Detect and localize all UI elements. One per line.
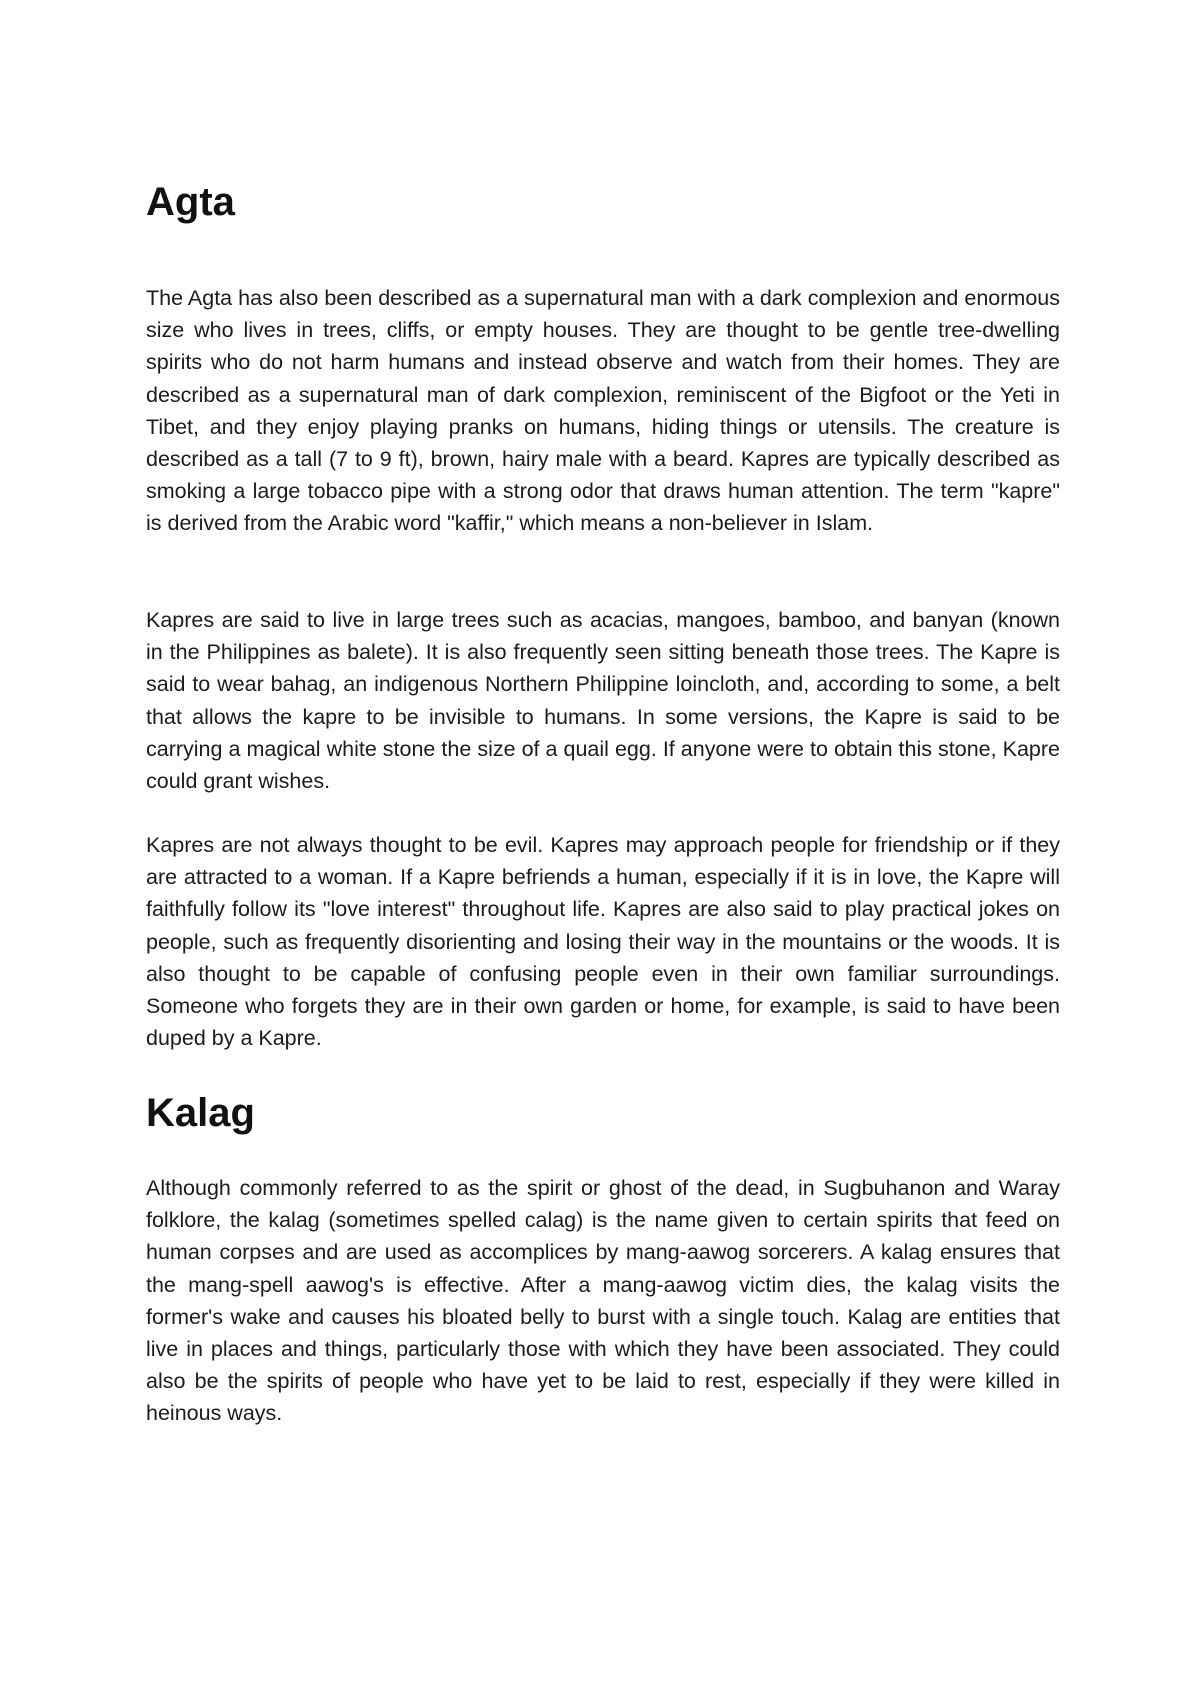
agta-paragraph-2: Kapres are said to live in large trees such as acacias, mangoes, bamboo, and banyan (known in the Philippines as balete). It is also frequently seen sitting beneath those trees. The Kapre is said to wear bahag, an indigenous Northern Philippine loincloth, and, according to some, a belt that allows the kapre to be invisible to humans. In some versions, the Kapre is said to be carrying a magical white stone the size of a quail egg. If anyone were to obtain this stone, Kapre could grant wishes. bbox=[146, 608, 1060, 794]
agta-paragraph-1: The Agta has also been described as a supernatural man with a dark complexion and enormous size who lives in trees, cliffs, or empty houses. They are thought to be gentle tree-dwelling spirits who do not harm humans and instead observe and watch from their homes. They are described as a supernatural man of dark complexion, reminiscent of the Bigfoot or the Yeti in Tibet, and they enjoy playing pranks on humans, hiding things or utensils. The creature is described as a tall (7 to 9 ft), brown, hairy male with a beard. Kapres are typically described as smoking a large tobacco pipe with a strong odor that draws human attention. The term "kapre" is derived from the Arabic word "kaffir," which means a non-believer in Islam. bbox=[146, 286, 1060, 536]
section-title-agta: Agta bbox=[146, 180, 235, 224]
agta-paragraph-3: Kapres are not always thought to be evil. Kapres may approach people for friendship or if they are attracted to a woman. If a Kapre befriends a human, especially if it is in love, the Kapre will faithfully follow its "love interest" throughout life. Kapres are also said to play practical jokes on people, such as frequently disorienting and losing their way in the mountains or the woods. It is also thought to be capable of confusing people even in their own familiar surroundings. Someone who forgets they are in their own garden or home, for example, is said to have been duped by a Kapre. bbox=[146, 833, 1060, 1051]
kalag-paragraph-1: Although commonly referred to as the spirit or ghost of the dead, in Sugbuhanon and Waray folklore, the kalag (sometimes spelled calag) is the name given to certain spirits that feed on human corpses and are used as accomplices by mang-aawog sorcerers. A kalag ensures that the mang-spell aawog's is effective. After a mang-aawog victim dies, the kalag visits the former's wake and causes his bloated belly to burst with a single touch. Kalag are entities that live in places and things, particularly those with which they have been associated. They could also be the spirits of people who have yet to be laid to rest, especially if they were killed in heinous ways. bbox=[146, 1176, 1060, 1426]
section-title-kalag: Kalag bbox=[146, 1091, 255, 1135]
